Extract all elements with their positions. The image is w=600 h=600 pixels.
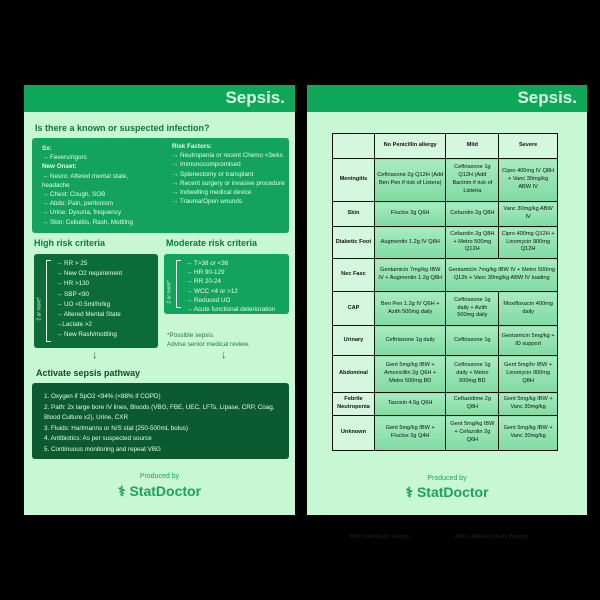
table-row — [333, 259, 558, 292]
brand-name: StatDoctor — [416, 484, 489, 500]
table-row — [333, 292, 558, 326]
row-header: Meningitis — [333, 159, 375, 202]
bracket — [176, 260, 181, 308]
moderate-risk-item: → Reduced UO — [186, 296, 231, 304]
moderate-risk-item: → HR 90-129 — [186, 269, 225, 277]
risk-factor-item: → Immunocompromised — [172, 161, 241, 169]
produced-by: Produced by — [427, 475, 467, 482]
table-cell: Ceftriaxone 2g Q12H (Add Ben Pen if risk of Listera) — [374, 159, 446, 202]
row-header: Febrile Neutropenia — [333, 393, 375, 416]
high-risk-title: High risk criteria — [34, 238, 106, 248]
table-cell: Tazosin 4.5g Q6H — [374, 393, 446, 416]
sx-item: → Fevers/rigors — [42, 154, 87, 162]
sepsis-card-left — [24, 85, 295, 515]
pathway-step: 5. Continuous monitoring and repeat VBG — [44, 445, 161, 453]
row-header: Urinary — [333, 326, 375, 356]
onset-item: → Chest: Cough, SOB — [42, 191, 106, 199]
onset-item: → Neuro: Altered mental state, headache — [42, 172, 129, 189]
table-cell: Gentamicin 5mg/kg + ID support — [499, 326, 558, 356]
high-risk-box — [34, 254, 158, 348]
onset-label: New Onset: — [42, 163, 77, 171]
infection-question: Is there a known or suspected infection? — [35, 123, 210, 133]
pathway-step: 3. Fluids: Hartmanns or N/S stat (250-500mL bolus) — [44, 424, 188, 432]
table-cell: Gentamicin 7mg/kg IBW IV + Augmentin 1.2g Q8H — [374, 259, 446, 292]
row-header: Skin — [333, 202, 375, 227]
column-header — [333, 134, 375, 159]
moderate-risk-title: Moderate risk criteria — [166, 238, 258, 248]
table-cell: Gent 5mg/kg IBW + Fluclox 2g Q4H — [374, 416, 446, 451]
high-risk-item: → New Rash/mottling — [56, 331, 117, 339]
column-header: No Penicillin allergy — [374, 134, 446, 159]
table-cell: Gent 5mg/kg IBW + Vanc 30mg/kg — [499, 416, 558, 451]
table-cell: Vanc 30mg/kg ABW IV — [499, 202, 558, 227]
abw-legend: ABW (Adjusted Body Weight) — [455, 534, 528, 540]
high-risk-item: → New O2 requirement — [56, 270, 123, 278]
table-cell: Gent 5mg/kg IBW + Cefazolin 2g Q6H — [446, 416, 499, 451]
statdoctor-logo: ⚕ StatDoctor — [405, 484, 489, 500]
table-cell: Cefazolin 2g Q8H — [446, 202, 499, 227]
high-risk-item: → SBP <90 — [56, 290, 89, 298]
table-cell: Cipro 400mg IV Q8H + Vanc 30mg/kg ABW IV — [499, 159, 558, 202]
risk-factor-item: → Neutropenia or recent Chemo <3wks — [172, 152, 283, 160]
side-label: 2 or more* — [166, 280, 173, 304]
note-line: *Possible sepsis. — [167, 332, 215, 339]
brand-name: StatDoctor — [129, 483, 202, 499]
arrow-down-icon: ↓ — [92, 349, 98, 361]
onset-item: → Urine: Dysuria, frequency — [42, 209, 122, 217]
risk-factor-item: → Recent surgery or invasive procedure — [172, 179, 285, 187]
moderate-risk-item: → RR 20-24 — [186, 278, 221, 286]
table-cell: Cefazolin 2g Q8H + Metro 500mg Q12H — [446, 227, 499, 259]
high-risk-item: → Altered Mental State — [56, 311, 121, 319]
column-header: Severe — [499, 134, 558, 159]
risk-label: Risk Factors: — [172, 143, 212, 150]
row-header: Unknown — [333, 416, 375, 451]
produced-by: Produced by — [139, 473, 180, 480]
table-cell: Ben Pen 1.2g IV Q6H + Azith 500mg daily — [374, 292, 446, 326]
moderate-risk-item: → WCC <4 or >12 — [186, 287, 238, 295]
high-risk-item: →Lactate >2 — [56, 321, 92, 329]
risk-factor-item: → Trauma/Open wounds — [172, 198, 243, 206]
arrow-down-icon: ↓ — [221, 349, 227, 361]
table-cell: Fluclox 2g Q6H — [374, 202, 446, 227]
table-cell: Gent 5mg/kg IBW + Vanc 30mg/kg — [499, 393, 558, 416]
table-row — [333, 326, 558, 356]
moderate-risk-item: → Acute functional deterioration — [186, 306, 276, 314]
table-cell: Cipro 400mg Q12H + Linomycin 900mg Q12H — [499, 227, 558, 259]
note-line: Advise senior medical review. — [167, 341, 250, 348]
table-cell: Gent 5mg/kg IBW + Amoxicillin 2g Q6H + Metro 500mg BD — [374, 356, 446, 393]
onset-item: → Skin: Cellulitis, Rash, Mottling — [42, 218, 133, 226]
table-cell: Ceftazidime 2g Q8H — [446, 393, 499, 416]
table-row — [333, 356, 558, 393]
row-header: Abdominal — [333, 356, 375, 393]
row-header: Diabetic Foot — [333, 227, 375, 259]
card-title: Sepsis. — [307, 85, 587, 112]
onset-item: → Abdo: Pain, peritonism — [42, 200, 114, 208]
infection-box — [32, 138, 289, 233]
table-row — [333, 416, 558, 451]
pathway-step: 1. Oxygen if SpO2 <94% (<88% if COPD) — [44, 393, 161, 400]
table-cell: Gent 5mg/hr IBW + Linomycin 900mg Q8H — [499, 356, 558, 393]
table-row — [333, 202, 558, 227]
moderate-risk-box — [164, 254, 289, 314]
pathway-box — [32, 383, 289, 459]
moderate-risk-item: → T>38 or <36 — [186, 260, 229, 267]
high-risk-item: → UO <0.5ml/hr/kg — [56, 300, 111, 308]
high-risk-item: → RR > 25 — [56, 260, 88, 267]
table-cell: Ceftriaxone 1g Q12H (Add Bactrim if risk of Listeria — [446, 159, 499, 202]
table-cell: Ceftriaxone 1g daily — [374, 326, 446, 356]
bracket — [46, 260, 51, 342]
column-header: Mild — [446, 134, 499, 159]
table-cell: Ceftriaxone 1g daily + Metro 500mg BD — [446, 356, 499, 393]
side-label: 2 or more* — [36, 297, 43, 321]
pathway-title: Activate sepsis pathway — [36, 368, 141, 378]
table-cell: Augmentin 1.2g IV Q8H — [374, 227, 446, 259]
risk-factor-item: → Indwelling medical device — [172, 189, 252, 197]
ibw-legend: IBW (Ideal Body Weight) — [349, 534, 411, 540]
statdoctor-logo: ⚕ StatDoctor — [117, 483, 202, 499]
pathway-step: 4. Antibiotics: As per suspected source — [44, 435, 152, 442]
pathway-step: 2. Path: 2x large bore IV lines, Bloods (VBG, FBE, UEC, LFTs, Lipase, CRP, Coag, Blood Culture x2), Urine, CXR — [44, 403, 275, 421]
table-row — [333, 393, 558, 416]
card-title: Sepsis. — [24, 85, 295, 112]
sepsis-card-right — [307, 85, 587, 540]
table-row — [333, 159, 558, 202]
row-header: Nec Fasc — [333, 259, 375, 292]
risk-factor-item: → Splenectomy or transplant — [172, 170, 254, 178]
table-cell: Ceftriaxone 1g — [446, 326, 499, 356]
table-cell: Gentamicin 7mg/kg IBW IV + Metro 500mg Q12h + Vanc 30mg/kg ABW IV loading — [446, 259, 558, 292]
table-cell: Ceftriaxone 1g daily + Azith 500mg daily — [446, 292, 499, 326]
antibiotic-table — [332, 133, 558, 451]
possible-sepsis-note — [167, 331, 250, 349]
row-header: CAP — [333, 292, 375, 326]
table-cell: Moxifloxacin 400mg daily — [499, 292, 558, 326]
sx-label: Sx: — [42, 145, 52, 152]
table-row — [333, 227, 558, 259]
high-risk-item: → HR >130 — [56, 280, 90, 288]
